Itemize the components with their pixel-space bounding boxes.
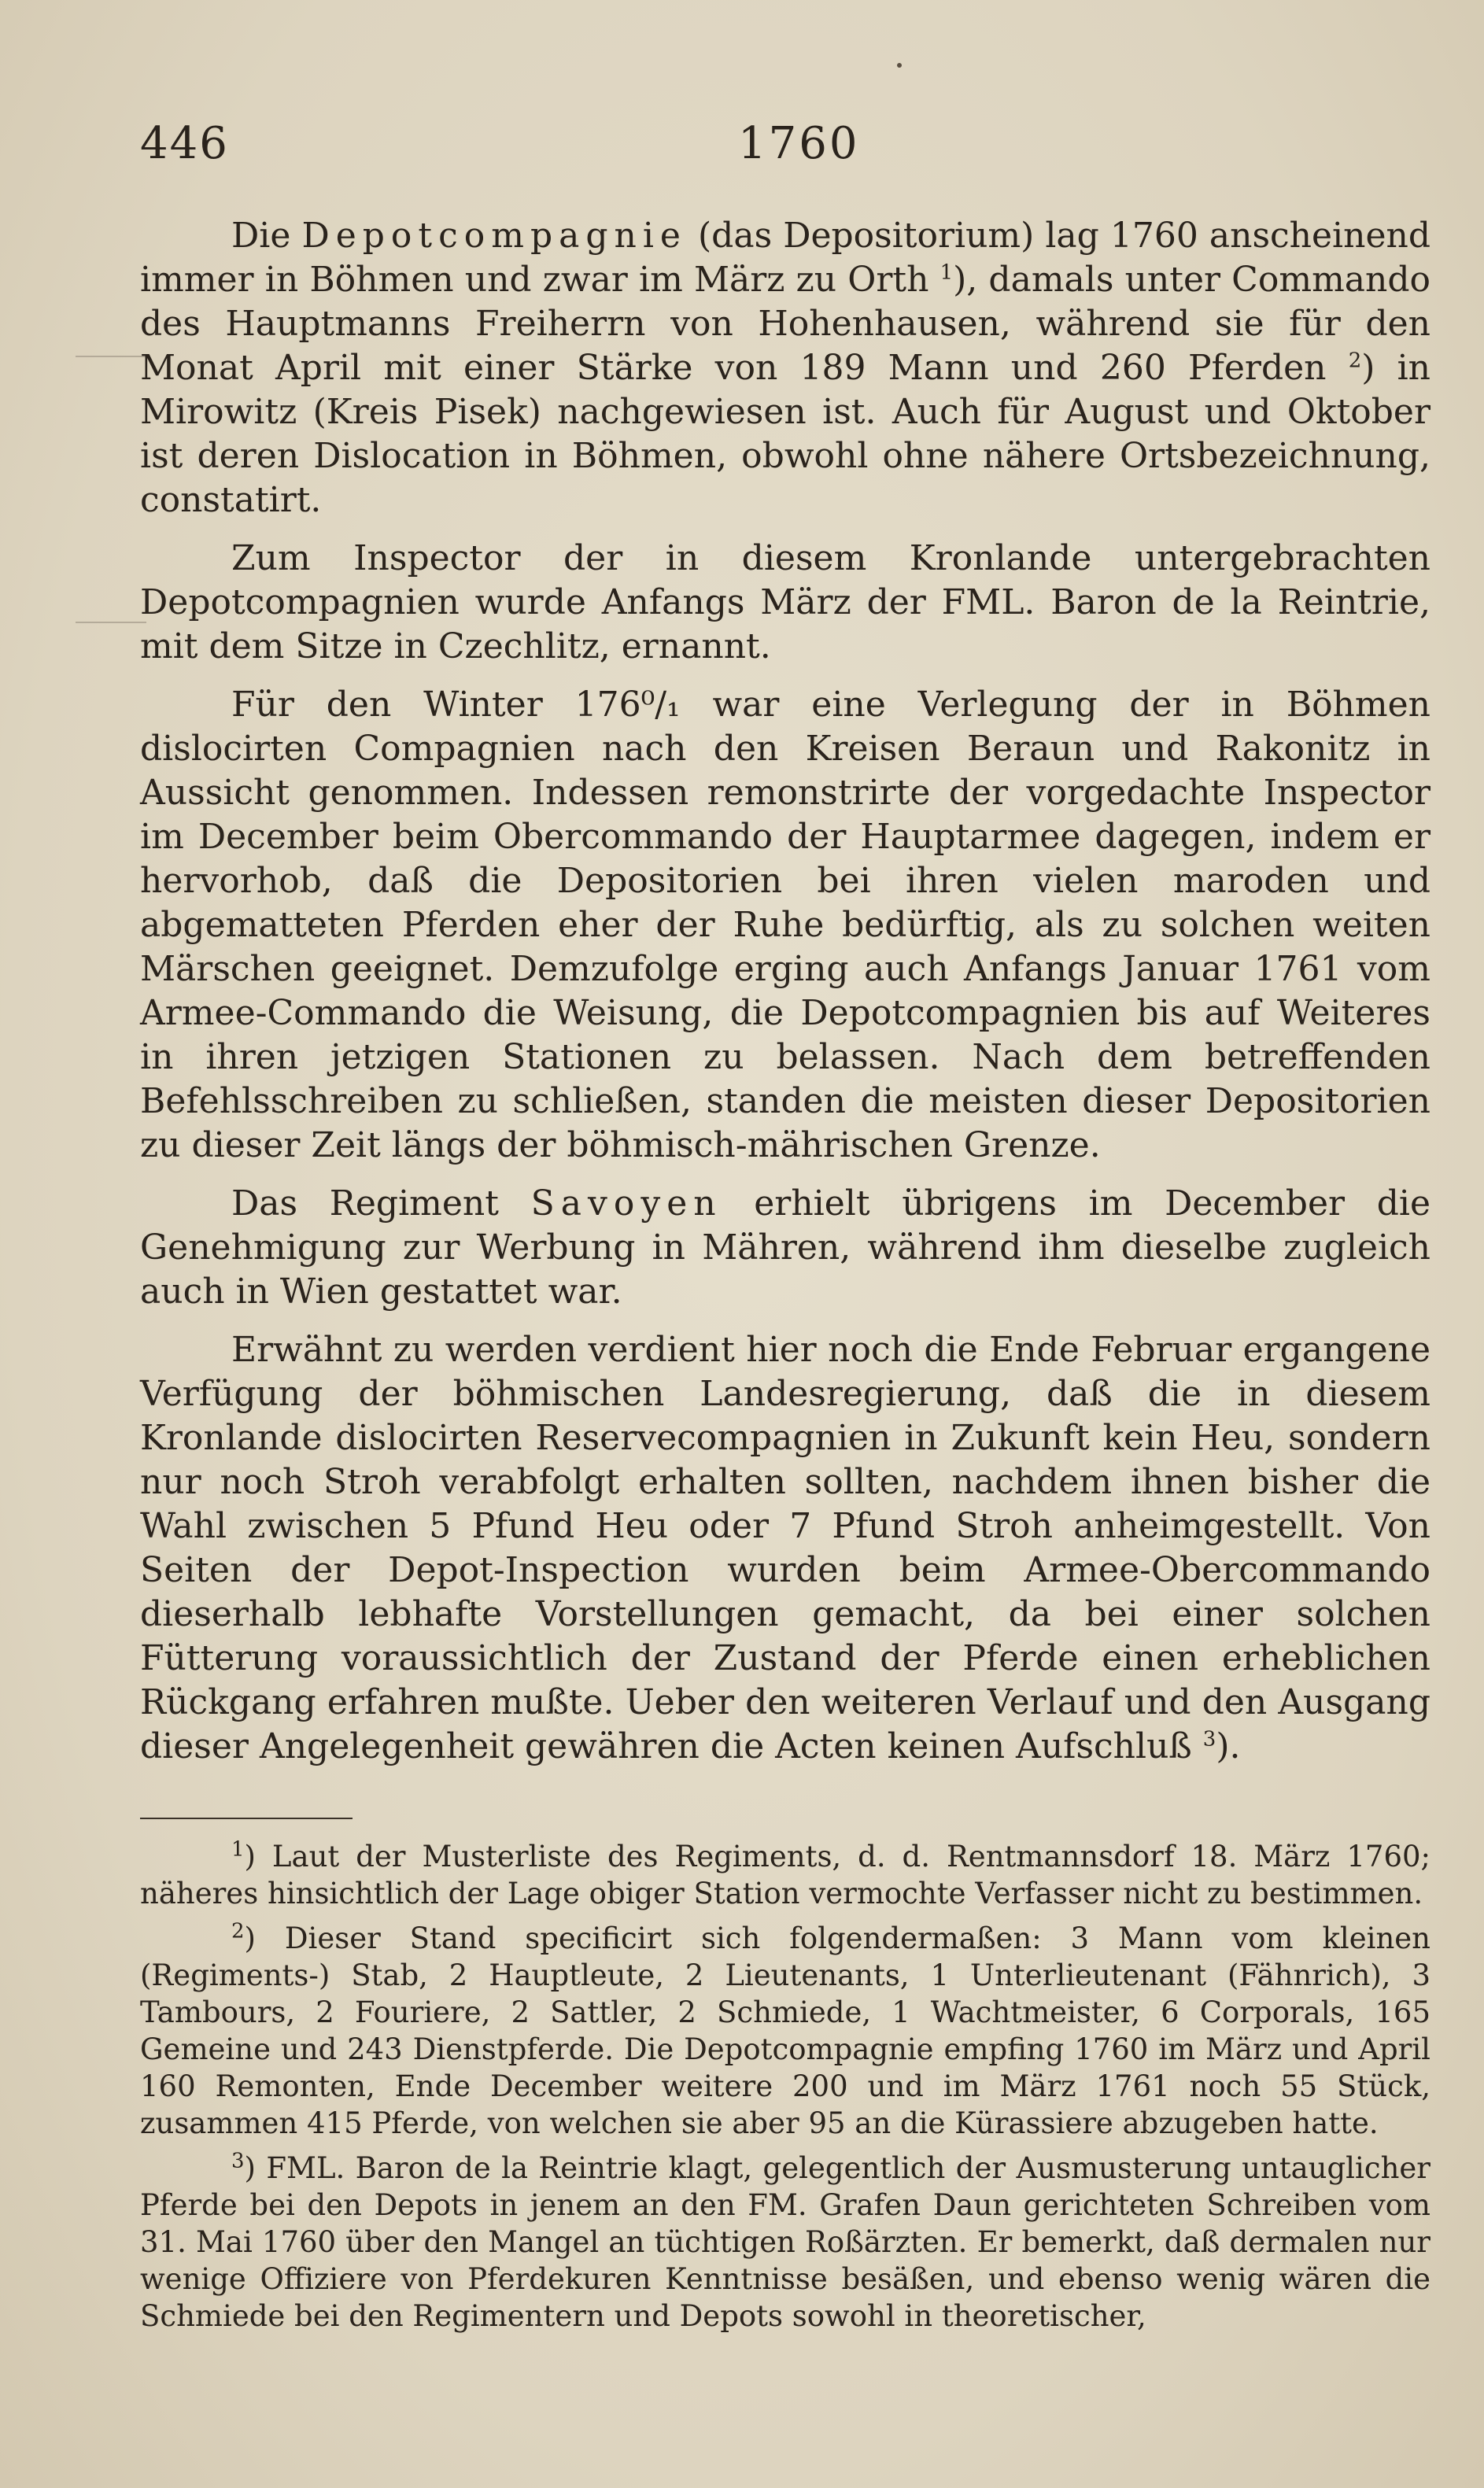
page-header: [140, 118, 1429, 181]
footnote-mark: 1: [231, 1837, 245, 1862]
margin-mark: [76, 356, 146, 357]
paragraph: [140, 214, 1430, 522]
paragraph-text: Erwähnt zu werden verdient hier noch die Ende Februar ergangene Verfügung der böhmischen Landesregierung, daß die in diesem Kronlande dislocirten Reservecompagnien in Zukunft kein Heu, sondern nur noch Stroh verabfolgt erhalten sollten, nachdem ihnen bisher die Wahl zwischen 5 Pfund Heu oder 7 Pfund Stroh anheimgestellt. Von Seiten der Depot-Inspection wurden beim Armee-Obercommando dieserhalb lebhafte Vorstellungen gemacht, da bei einer solchen Fütterung voraussichtlich der Zustand der Pferde einen erheblichen Rückgang erfahren mußte. Ueber den weiteren Verlauf und den Ausgang dieser Angelegenheit gewähren die Acten keinen Aufschluß: [140, 1330, 1430, 1766]
footnote: [140, 1920, 1430, 2142]
margin-mark: [76, 622, 146, 623]
footnote-divider: [140, 1818, 353, 1819]
paragraph-text: (das Depositorium) lag 1760 anscheinend immer in Böhmen und zwar im März zu Orth: [140, 216, 1431, 300]
paragraph-text: Das Regiment: [231, 1183, 531, 1224]
body-text: [140, 214, 1430, 1783]
footnote-text: ) Laut der Musterliste des Regiments, d. d. Rentmannsdorf 18. März 1760; näheres hinsichtlich der Lage obiger Station vermochte Verfasser nicht zu bestimmen.: [140, 1840, 1430, 1910]
emphasized-term: Savoyen: [530, 1183, 722, 1224]
footnote-mark: 3: [231, 2149, 245, 2173]
paragraph: [140, 537, 1430, 669]
paragraph-text: Für den Winter 176⁰/₁ war eine Verlegung der in Böhmen dislocirten Compagnien nach den Kreisen Beraun und Rakonitz in Aussicht genommen. Indessen remonstrirte der vorgedachte Inspector im December beim Obercommando der Hauptarmee dagegen, indem er hervorhob, daß die Depositorien bei ihren vielen maroden und abgematteten Pferden eher der Ruhe bedürftig, als zu solchen weiten Märschen geeignet. Demzufolge erging auch Anfangs Januar 1761 vom Armee-Commando die Weisung, die Depotcompagnien bis auf Weiteres in ihren jetzigen Stationen zu belassen. Nach dem betreffenden Befehlsschreiben zu schließen, standen die meisten dieser Depositorien zu dieser Zeit längs der böhmisch-mährischen Grenze.: [140, 685, 1430, 1165]
footnote-ref: 3: [1202, 1727, 1216, 1752]
footnote-ref: 2: [1348, 349, 1362, 373]
footnote-ref: 1: [939, 260, 954, 285]
paragraph: [140, 1182, 1430, 1314]
footnotes: [140, 1838, 1430, 2342]
paragraph-text: ) in Mirowitz (Kreis Pisek) nachgewiesen ist. Auch für August und Oktober ist deren Dislocation in Böhmen, obwohl ohne nähere Ortsbezeichnung, constatirt.: [140, 348, 1431, 520]
paragraph: [140, 1328, 1430, 1769]
paragraph-text: Zum Inspector der in diesem Kronlande untergebrachten Depotcompagnien wurde Anfangs März der FML. Baron de la Reintrie, mit dem Sitze in Czechlitz, ernannt.: [140, 538, 1430, 666]
paragraph-text: Die: [231, 216, 302, 256]
paragraph-text: ), damals unter Commando des Hauptmanns Freiherrn von Hohenhausen, während sie für den Monat April mit einer Stärke von 189 Mann und 260 Pferden: [140, 260, 1431, 388]
paragraph-text: erhielt übrigens im December die Genehmigung zur Werbung in Mähren, während ihm dieselbe zugleich auch in Wien gestattet war.: [140, 1183, 1430, 1312]
footnote-text: ) FML. Baron de la Reintrie klagt, gelegentlich der Ausmusterung untauglicher Pferde bei den Depots in jenem an den FM. Grafen Daun gerichteten Schreiben vom 31. Mai 1760 über den Mangel an tüchtigen Roßärzten. Er bemerkt, daß dermalen nur wenige Offiziere von Pferdekuren Kenntnisse besäßen, und ebenso wenig wären die Schmiede bei den Regimentern und Depots sowohl in theoretischer,: [140, 2151, 1430, 2333]
page-number: 446: [140, 118, 229, 169]
footnote: [140, 2150, 1430, 2335]
footnote-text: ) Dieser Stand specificirt sich folgendermaßen: 3 Mann vom kleinen (Regiments-) Stab, 2 Hauptleute, 2 Lieutenants, 1 Unterlieutenant (Fähnrich), 3 Tambours, 2 Fouriere, 2 Sattler, 2 Schmiede, 1 Wachtmeister, 6 Corporals, 165 Gemeine und 243 Dienstpferde. Die Depotcompagnie empfing 1760 im März und April 160 Remonten, Ende December weitere 200 und im März 1761 noch 55 Stück, zusammen 415 Pferde, von welchen sie aber 95 an die Kürassiere abzugeben hatte.: [140, 1921, 1430, 2140]
page-speck: [897, 63, 902, 68]
footnote: [140, 1838, 1430, 1912]
paragraph: [140, 683, 1430, 1168]
paragraph-text: ).: [1216, 1726, 1241, 1766]
footnote-mark: 2: [231, 1919, 245, 1944]
running-head: 1760: [738, 118, 860, 169]
emphasized-term: Depotcompagnie: [301, 216, 687, 256]
